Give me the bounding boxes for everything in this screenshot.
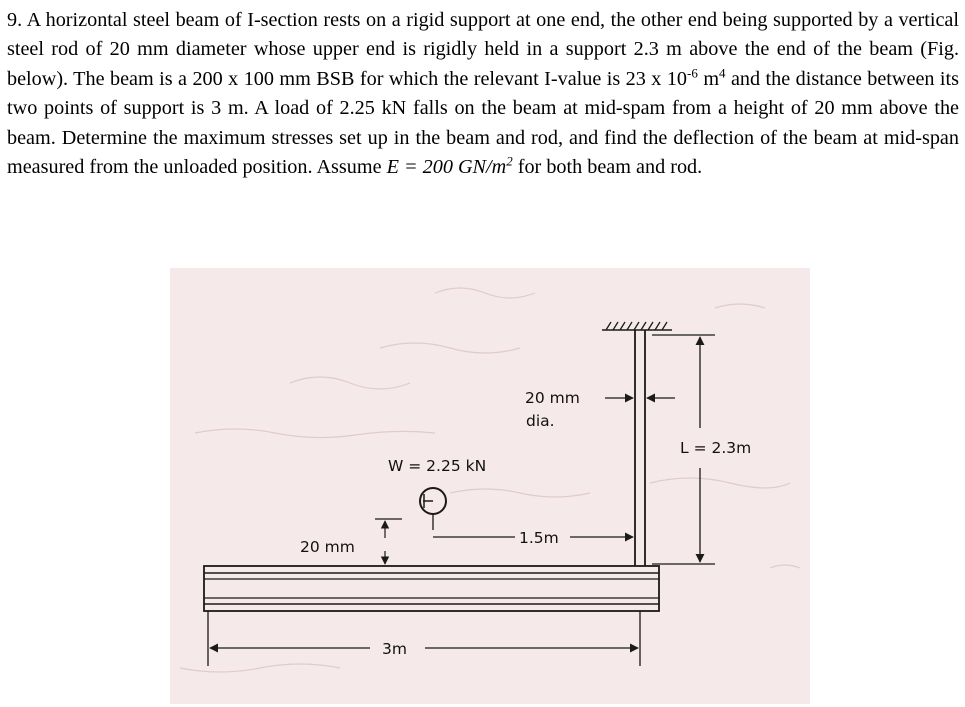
figure-svg bbox=[170, 268, 810, 704]
problem-text-part-3: and the distance between its two points of support is 3 m. A load of 2.25 kN falls on the beam at mid-spam from a height of 20 mm above the beam. Determine the maximum stresses set up in the beam and rod, and find the deflection of the beam at mid-span measured from the unloaded position. Assume bbox=[7, 67, 960, 179]
youngs-modulus-expression: E = 200 GN/m bbox=[386, 156, 507, 179]
exponent-4: 4 bbox=[719, 65, 726, 81]
exponent-2: 2 bbox=[506, 153, 513, 169]
span-label: 3m bbox=[382, 640, 407, 658]
problem-statement bbox=[7, 6, 959, 182]
problem-number: 9. bbox=[7, 9, 23, 31]
load-label: W = 2.25 kN bbox=[388, 457, 487, 475]
rod-diameter-label: 20 mm bbox=[525, 389, 580, 407]
problem-text-part-1: A horizontal steel beam of I-section rests on a rigid support at one end, the other end being supported by a vertical steel rod of 20 mm diameter whose upper end is rigidly held in a support 2.3 m above the end of the beam (Fig. below). The beam is a 200 x 100 mm BSB for which the relevant I-value is 23 x 10 bbox=[7, 9, 959, 90]
beam-rod-figure bbox=[170, 268, 810, 704]
rod-length-label: L = 2.3m bbox=[680, 439, 752, 457]
figure-paper bbox=[170, 268, 810, 704]
problem-text-part-2: m bbox=[697, 67, 720, 90]
problem-text-part-4: for both beam and rod. bbox=[512, 156, 703, 179]
drop-height-label: 20 mm bbox=[300, 538, 355, 556]
rod-diameter-label-dia: dia. bbox=[526, 412, 555, 430]
exponent-neg-6: -6 bbox=[687, 65, 698, 81]
half-span-label: 1.5m bbox=[519, 529, 559, 547]
